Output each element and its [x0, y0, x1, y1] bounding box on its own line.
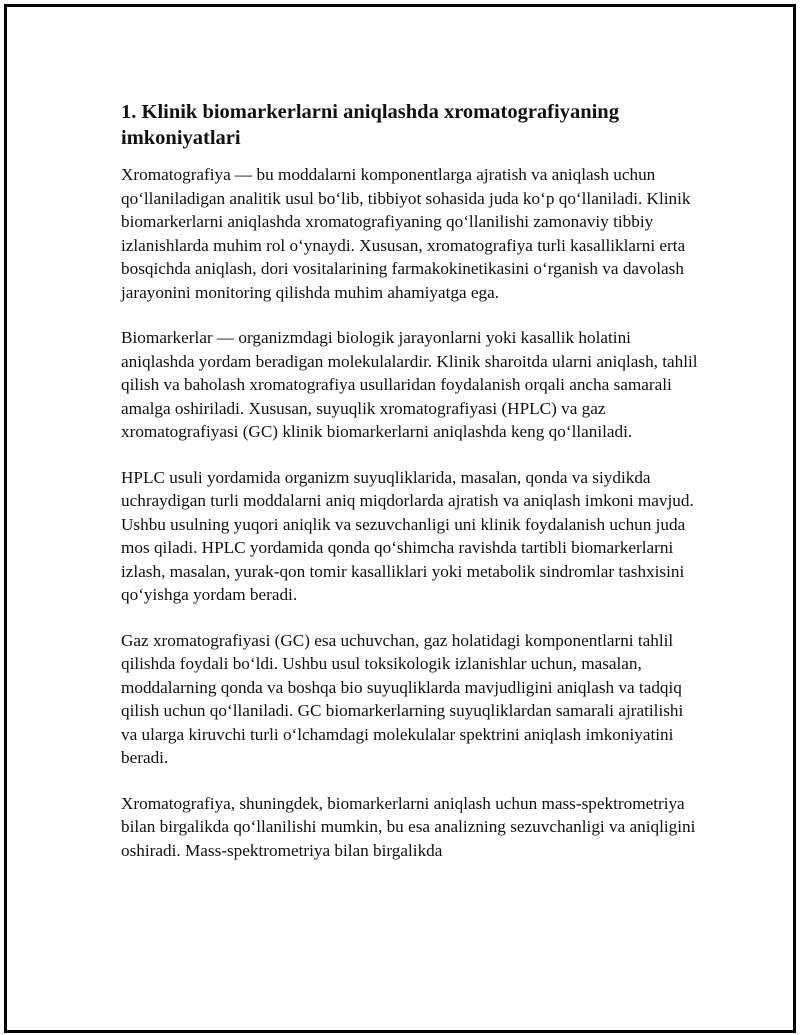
section-heading: 1. Klinik biomarkerlarni aniqlashda xromatografiyaning imkoniyatlari — [121, 101, 619, 149]
paragraph-3: HPLC usuli yordamida organizm suyuqliklarida, masalan, qonda va siydikda uchraydigan turli moddalarni aniq miqdorlarda ajratish va aniqlash imkoni mavjud. Ushbu usulning yuqori aniqlik va sezuvchanligi uni klinik foydalanish uchun juda mos qiladi. HPLC yordamida qonda qo‘shimcha ravishda tartibli biomarkerlarni izlash, masalan, yurak-qon tomir kasalliklari yoki metabolik sindromlar tashxisini qo‘yishga yordam beradi. — [121, 467, 694, 604]
paragraph-1: Xromatografiya — bu moddalarni komponentlarga ajratish va aniqlash uchun qo‘llaniladigan analitik usul bo‘lib, tibbiyot sohasida juda ko‘p qo‘llaniladi. Klinik biomarkerlarni aniqlashda xromatografiyaning qo‘llanilishi zamonaviy tibbiy izlanishlarda muhim rol o‘ynaydi. Xususan, xromatografiya turli kasalliklarni erta bosqichda aniqlash, dori vositalarining farmakokinetikasini o‘rganish va davolash jarayonini monitoring qilishda muhim ahamiyatga ega. — [121, 165, 691, 302]
paragraph-5: Xromatografiya, shuningdek, biomarkerlarni aniqlash uchun mass-spektrometriya bilan birgalikda qo‘llanilishi mumkin, bu esa analizning sezuvchanligi va aniqligini oshiradi. Mass-spektrometriya bilan birgalikda — [121, 793, 696, 860]
page-frame — [4, 4, 796, 1033]
document-body — [121, 99, 701, 884]
paragraph-2: Biomarkerlar — organizmdagi biologik jarayonlarni yoki kasallik holatini aniqlashda yordam beradigan molekulalardir. Klinik sharoitda ularni aniqlash, tahlil qilish va baholash xromatografiya usullaridan foydalanish orqali ancha samarali amalga oshiriladi. Xususan, suyuqlik xromatografiyasi (HPLC) va gaz xromatografiyasi (GC) klinik biomarkerlarni aniqlashda keng qo‘llaniladi. — [121, 328, 698, 441]
paragraph-4: Gaz xromatografiyasi (GC) esa uchuvchan, gaz holatidagi komponentlarni tahlil qilishda foydali bo‘ldi. Ushbu usul toksikologik izlanishlar uchun, masalan, moddalarning qonda va boshqa bio suyuqliklarda mavjudligini aniqlash va tadqiq qilish uchun qo‘llaniladi. GC biomarkerlarning suyuqliklardan samarali ajratilishi va ularga kiruvchi turli o‘lchamdagi molekulalar spektrini aniqlash imkoniyatini beradi. — [121, 630, 684, 767]
